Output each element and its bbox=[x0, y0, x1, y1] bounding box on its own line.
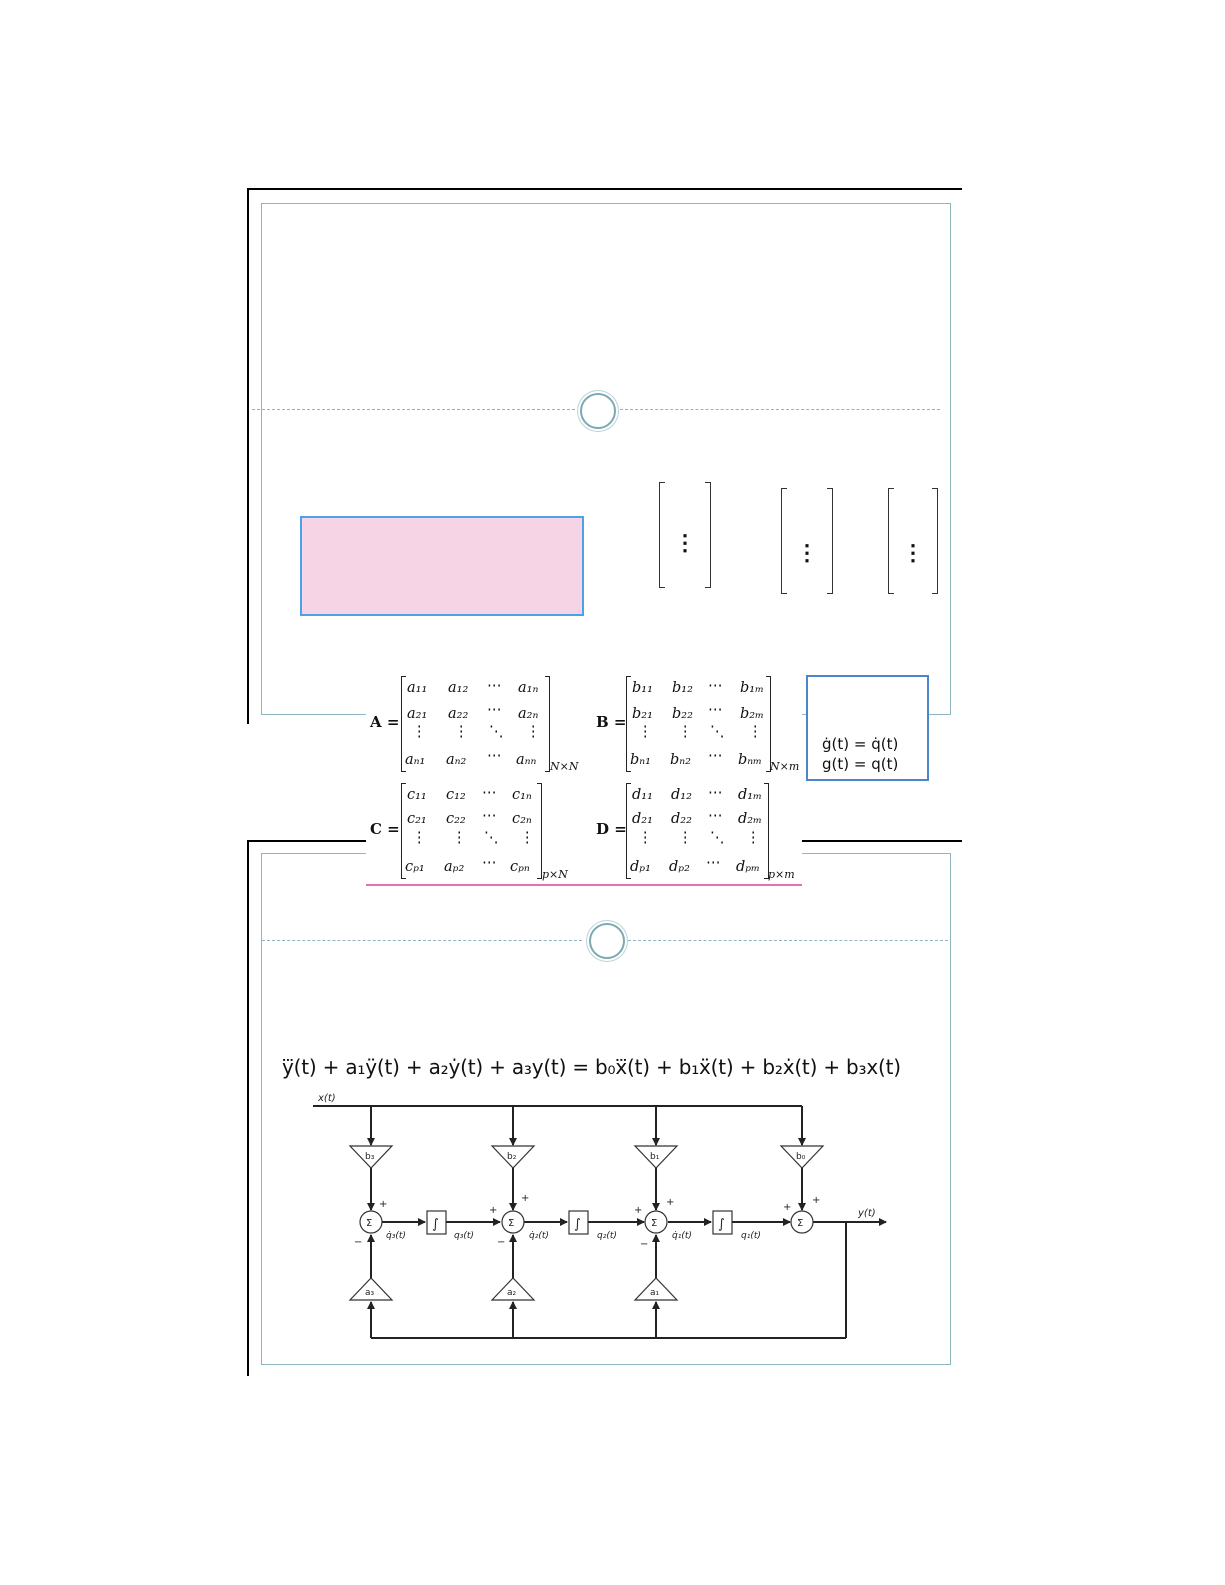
matrix-C-cell: c₁ₙ bbox=[512, 787, 532, 803]
vector-dots: ⋮ bbox=[674, 530, 696, 556]
matrix-D-cell: d₁ₘ bbox=[738, 787, 762, 803]
vector-bracket-1 bbox=[659, 482, 711, 588]
state-equation-line-2: g(t) = q(t) bbox=[822, 755, 899, 773]
matrix-A-cell: aₙₙ bbox=[516, 752, 537, 768]
plus-sign: + bbox=[489, 1205, 498, 1216]
matrix-D-cell: ⋮ bbox=[638, 830, 653, 846]
matrix-A-cell: a₁₂ bbox=[448, 680, 469, 696]
sum-symbol: Σ bbox=[651, 1218, 658, 1229]
matrix-A-cell: a₂₂ bbox=[448, 706, 469, 722]
plus-sign: + bbox=[783, 1202, 792, 1213]
qdot2-label: q̇₂(t) bbox=[529, 1231, 549, 1241]
gain-a2-label: a₂ bbox=[507, 1288, 517, 1298]
integrator-symbol: ∫ bbox=[718, 1217, 725, 1232]
matrix-C-cell: aₚ₂ bbox=[444, 859, 465, 875]
matrix-B-cell: b₂ₘ bbox=[740, 706, 764, 722]
matrix-A-cell: aₙ₁ bbox=[405, 752, 426, 768]
top-slide-corner-top bbox=[247, 188, 962, 190]
matrix-D-cell: dₚₘ bbox=[736, 859, 760, 875]
matrix-C-cell: cₚₙ bbox=[510, 859, 530, 875]
matrix-D-cell: d₁₁ bbox=[632, 787, 653, 803]
matrix-D-cell: dₚ₁ bbox=[630, 859, 651, 875]
matrix-D-cell: ⋮ bbox=[746, 830, 761, 846]
matrix-B-cell: ⋯ bbox=[708, 678, 723, 694]
bottom-slide-divider-left bbox=[262, 940, 582, 941]
matrix-C-cell: ⋯ bbox=[482, 808, 497, 824]
matrix-B-cell: ⋯ bbox=[708, 748, 723, 764]
matrix-B-cell: b₁₂ bbox=[672, 680, 693, 696]
matrix-D-cell: ⋮ bbox=[678, 830, 693, 846]
matrix-A-cell: aₙ₂ bbox=[446, 752, 467, 768]
matrix-B-cell: b₁₁ bbox=[632, 680, 653, 696]
matrix-C-label: C = bbox=[370, 820, 400, 838]
sum-symbol: Σ bbox=[508, 1218, 515, 1229]
matrix-A-cell: ⋮ bbox=[526, 724, 541, 740]
matrix-B-cell: ⋮ bbox=[638, 724, 653, 740]
matrix-D-cell: ⋯ bbox=[708, 808, 723, 824]
matrix-C-cell: ⋯ bbox=[482, 785, 497, 801]
q2-label: q₂(t) bbox=[597, 1231, 617, 1241]
matrix-B-cell: bₙ₂ bbox=[670, 752, 691, 768]
gain-b2-label: b₂ bbox=[507, 1152, 517, 1162]
matrix-B-cell: ⋮ bbox=[678, 724, 693, 740]
qdot1-label: q̇₁(t) bbox=[672, 1231, 692, 1241]
differential-equation: y⃛(t) + a₁ÿ(t) + a₂ẏ(t) + a₃y(t) = b₀x⃛(t) + b₁ẍ(t) + b₂ẋ(t) + b₃x(t) bbox=[282, 1055, 901, 1079]
gain-a1-label: a₁ bbox=[650, 1288, 660, 1298]
matrix-C-cell: ⋯ bbox=[482, 855, 497, 871]
integrator-symbol: ∫ bbox=[432, 1217, 439, 1232]
matrix-C-cell: c₂₁ bbox=[407, 811, 427, 827]
matrix-D-cell: d₂₂ bbox=[671, 811, 692, 827]
top-slide-divider-ring bbox=[580, 393, 616, 429]
highlight-box bbox=[300, 516, 584, 616]
matrix-B-cell: b₂₁ bbox=[632, 706, 653, 722]
vector-bracket-2 bbox=[781, 488, 833, 594]
matrix-D-size: p×m bbox=[768, 868, 795, 881]
matrix-B-cell: ⋱ bbox=[710, 724, 725, 740]
input-label: x(t) bbox=[318, 1093, 336, 1104]
bottom-slide-corner-left bbox=[247, 840, 249, 1376]
minus-sign: − bbox=[640, 1239, 649, 1250]
integrator-symbol: ∫ bbox=[574, 1217, 581, 1232]
matrix-C-cell: c₁₁ bbox=[407, 787, 427, 803]
bottom-slide-divider-right bbox=[628, 940, 948, 941]
matrix-D-cell: d₂ₘ bbox=[738, 811, 762, 827]
sum-symbol: Σ bbox=[366, 1218, 373, 1229]
matrix-D-label: D = bbox=[596, 820, 627, 838]
block-diagram bbox=[300, 1085, 900, 1350]
matrix-D-cell: d₂₁ bbox=[632, 811, 653, 827]
matrix-B-size: N×m bbox=[770, 760, 800, 773]
matrix-A-cell: ⋯ bbox=[487, 678, 502, 694]
gain-b0-label: b₀ bbox=[796, 1152, 806, 1162]
matrix-C-cell: ⋮ bbox=[412, 830, 427, 846]
matrix-D-cell: ⋯ bbox=[706, 855, 721, 871]
q1-label: q₁(t) bbox=[741, 1231, 761, 1241]
plus-sign: + bbox=[521, 1193, 530, 1204]
plus-sign: + bbox=[634, 1205, 643, 1216]
state-equation-line-1: ġ(t) = q̇(t) bbox=[822, 735, 899, 753]
matrix-C-cell: c₁₂ bbox=[446, 787, 466, 803]
matrix-D-cell: ⋱ bbox=[710, 830, 725, 846]
matrix-A-cell: ⋮ bbox=[412, 724, 427, 740]
minus-sign: − bbox=[497, 1237, 506, 1248]
matrix-B-cell: b₁ₘ bbox=[740, 680, 764, 696]
matrix-A-cell: ⋮ bbox=[454, 724, 469, 740]
matrix-B-cell: ⋮ bbox=[748, 724, 763, 740]
plus-sign: + bbox=[666, 1197, 675, 1208]
vector-dots: ⋮ bbox=[902, 540, 924, 566]
top-slide-divider-right bbox=[620, 409, 940, 410]
matrix-A-cell: ⋯ bbox=[487, 748, 502, 764]
matrix-C-cell: cₚ₁ bbox=[405, 859, 425, 875]
matrix-D-cell: ⋯ bbox=[708, 785, 723, 801]
gain-b1-label: b₁ bbox=[650, 1152, 660, 1162]
matrix-D-cell: dₚ₂ bbox=[669, 859, 690, 875]
matrix-A-cell: a₁ₙ bbox=[518, 680, 539, 696]
gain-a3-label: a₃ bbox=[365, 1288, 375, 1298]
matrix-C-size: p×N bbox=[542, 868, 568, 881]
matrix-A-cell: ⋯ bbox=[487, 702, 502, 718]
matrix-A-cell: a₂₁ bbox=[407, 706, 428, 722]
matrix-B-cell: bₙ₁ bbox=[630, 752, 651, 768]
matrix-B-cell: bₙₘ bbox=[738, 752, 763, 768]
matrix-C-cell: ⋱ bbox=[484, 830, 499, 846]
matrix-A-size: N×N bbox=[550, 760, 579, 773]
top-slide-corner-left bbox=[247, 188, 249, 724]
matrix-B-cell: ⋯ bbox=[708, 702, 723, 718]
sum-symbol: Σ bbox=[797, 1218, 804, 1229]
vector-bracket-3 bbox=[888, 488, 938, 594]
plus-sign: + bbox=[812, 1195, 821, 1206]
matrix-B-label: B = bbox=[596, 713, 627, 731]
plus-sign: + bbox=[379, 1199, 388, 1210]
matrix-C-cell: ⋮ bbox=[520, 830, 535, 846]
output-label: y(t) bbox=[858, 1208, 876, 1219]
matrix-C-cell: ⋮ bbox=[452, 830, 467, 846]
q3-label: q₃(t) bbox=[454, 1231, 474, 1241]
matrix-A-cell: a₂ₙ bbox=[518, 706, 539, 722]
matrix-B-cell: b₂₂ bbox=[672, 706, 693, 722]
gain-b3-label: b₃ bbox=[365, 1152, 375, 1162]
matrix-C-cell: c₂₂ bbox=[446, 811, 466, 827]
top-slide-frame bbox=[261, 203, 951, 715]
matrix-C-cell: c₂ₙ bbox=[512, 811, 532, 827]
matrix-D-cell: d₁₂ bbox=[671, 787, 692, 803]
matrix-A-cell: a₁₁ bbox=[407, 680, 428, 696]
minus-sign: − bbox=[354, 1237, 363, 1248]
matrix-A-label: A = bbox=[370, 713, 400, 731]
top-slide-divider-left bbox=[252, 409, 575, 410]
vector-dots: ⋮ bbox=[796, 540, 818, 566]
state-equation-box bbox=[806, 675, 929, 781]
qdot3-label: q̇₃(t) bbox=[386, 1231, 406, 1241]
matrix-A-cell: ⋱ bbox=[489, 724, 504, 740]
bottom-slide-divider-ring bbox=[589, 923, 625, 959]
